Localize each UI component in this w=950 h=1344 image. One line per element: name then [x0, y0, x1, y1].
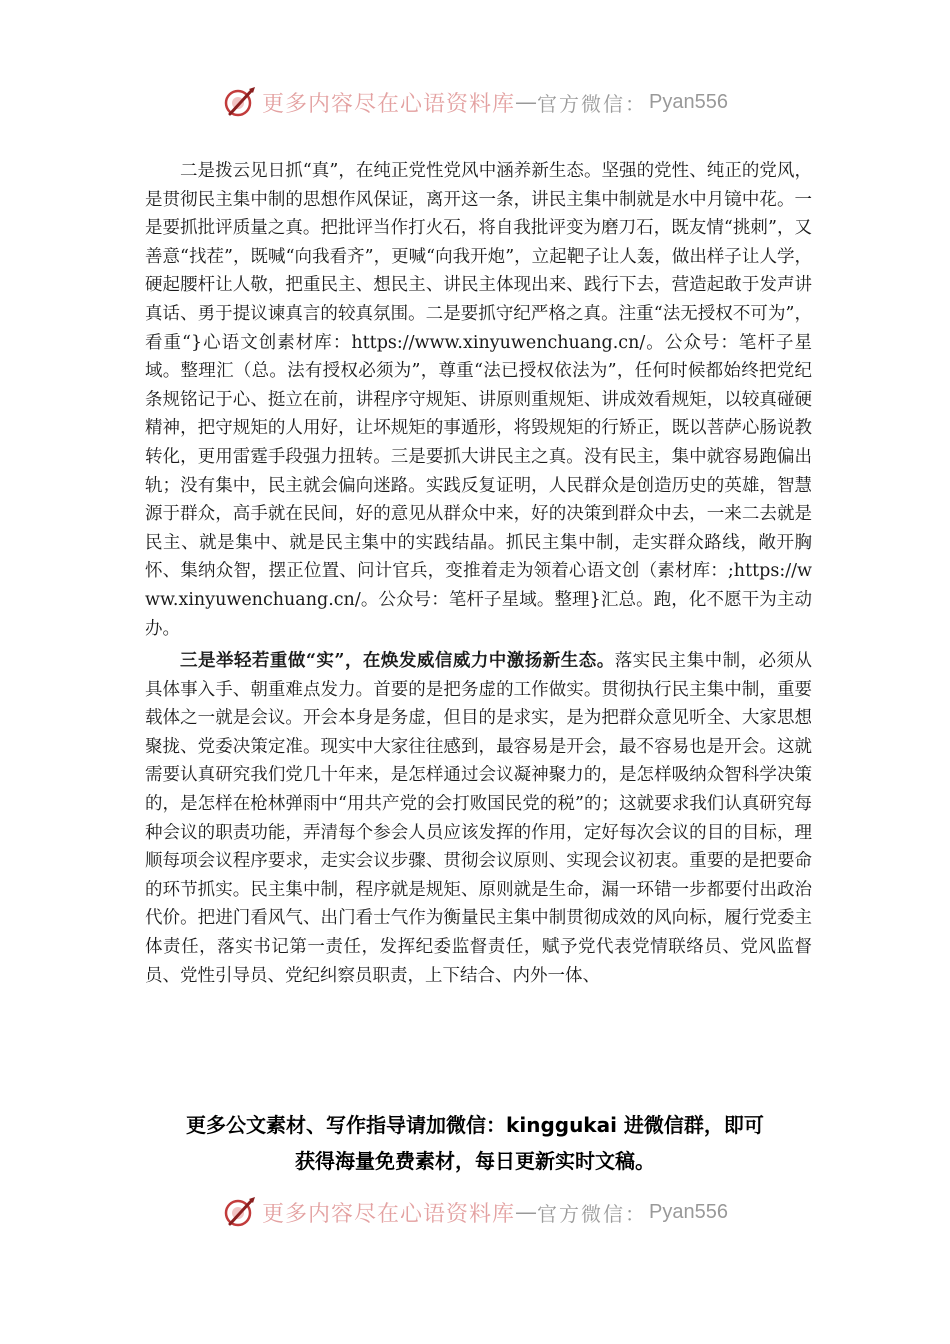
- paragraph-2-lead: 三是举轻若重做“实”，在焕发威信威力中激扬新生态。: [180, 651, 615, 672]
- paragraph-2: [145, 647, 812, 990]
- paragraph-1: [145, 157, 812, 643]
- document-body: [145, 157, 812, 990]
- paragraph-2-text: 落实民主集中制，必须从具体事入手、朝重难点发力。首要的是把务虚的工作做实。贯彻执行民主集中制，重要载体之一就是会议。开会本身是务虚，但目的是求实，是为把群众意见听全、大家思想聚拢、党委决策定准。现实中大家往往感到，最容易是开会，最不容易也是开会。这就需要认真研究我们党几十年来，是怎样通过会议凝神聚力的，是怎样吸纳众智科学决策的，是怎样在枪林弹雨中“用共产党的会打败国民党的税”的；这就要求我们认真研究每种会议的职责功能，弄清每个参会人员应该发挥的作用，定好每次会议的目的目标，理顺每项会议程序要求，走实会议步骤、贯彻会议原则、实现会议初衷。重要的是把要命的环节抓实。民主集中制，程序就是规矩、原则就是生命，漏一环错一步都要付出政治代价。把进门看风气、出门看士气作为衡量民主集中制贯彻成效的风向标，履行党委主体责任，落实书记第一责任，发挥纪委监督责任，赋予党代表党情联络员、党风监督员、党性引导员、党纪纠察员职责，上下结合、内外一体、: [145, 651, 813, 986]
- promo-note-line-2: 获得海量免费素材，每日更新实时文稿。: [295, 1149, 655, 1173]
- footer-wechat-id: Pyan556: [649, 1200, 728, 1223]
- footer-wechat-label: 官方微信：: [537, 1201, 648, 1226]
- promo-note: [100, 1107, 850, 1179]
- brush-logo-icon: [222, 1194, 258, 1230]
- brush-logo-icon: [222, 84, 258, 120]
- paragraph-1-text: 二是拨云见日抓“真”，在纯正党性党风中涵养新生态。坚强的党性、纯正的党风，是贯彻民主集中制的思想作风保证，离开这一条，讲民主集中制就是水中月镜中花。一是要抓批评质量之真。把批评当作打火石，将自我批评变为磨刀石，既友情“挑刺”，又善意“找茬”，既喊“向我看齐”，更喊“向我开炮”，立起靶子让人轰，做出样子让人学，硬起腰杆让人敬，把重民主、想民主、讲民主体现出来、践行下去，营造起敢于发声讲真话、勇于提议谏真言的较真氛围。二是要抓守纪严格之真。注重“法无授权不可为”，看重“}心语文创素材库：https://www.xinyuwenchuang.cn/。公众号：笔杆子星域。整理汇（总。法有授权必须为”，尊重“法已授权依法为”，任何时候都始终把党纪条规铭记于心、挺立在前，讲程序守规矩、讲原则重规矩、讲成效看规矩，以较真碰硬精神，把守规矩的人用好，让坏规矩的事遁形，将毁规矩的行矫正，既以菩萨心肠说教转化，更用雷霆手段强力扭转。三是要抓大讲民主之真。没有民主，集中就容易跑偏出轨；没有集中，民主就会偏向迷路。实践反复证明，人民群众是创造历史的英雄，智慧源于群众，高手就在民间，好的意见从群众中来，好的决策到群众中去，一来二去就是民主、就是集中、就是民主集中的实践结晶。抓民主集中制，走实群众路线，敞开胸怀、集纳众智，摆正位置、问计官兵，变推着走为领着心语文创（素材库：;https://www.xinyuwenchuang.cn/。公众号：笔杆子星域。整理}汇总。跑，化不愿干为主动办。: [145, 161, 812, 639]
- header-separator: —: [515, 89, 538, 115]
- promo-note-line-1: 更多公文素材、写作指导请加微信：kinggukai 进微信群，即可: [186, 1113, 764, 1137]
- header-wechat-label: 官方微信：: [537, 91, 648, 116]
- header-site-text: 更多内容尽在心语资料库: [262, 91, 516, 117]
- footer-site-text: 更多内容尽在心语资料库: [262, 1201, 516, 1227]
- footer-banner: [0, 1190, 950, 1234]
- header-banner: [0, 80, 950, 124]
- footer-separator: —: [515, 1199, 538, 1225]
- header-wechat-id: Pyan556: [649, 90, 728, 113]
